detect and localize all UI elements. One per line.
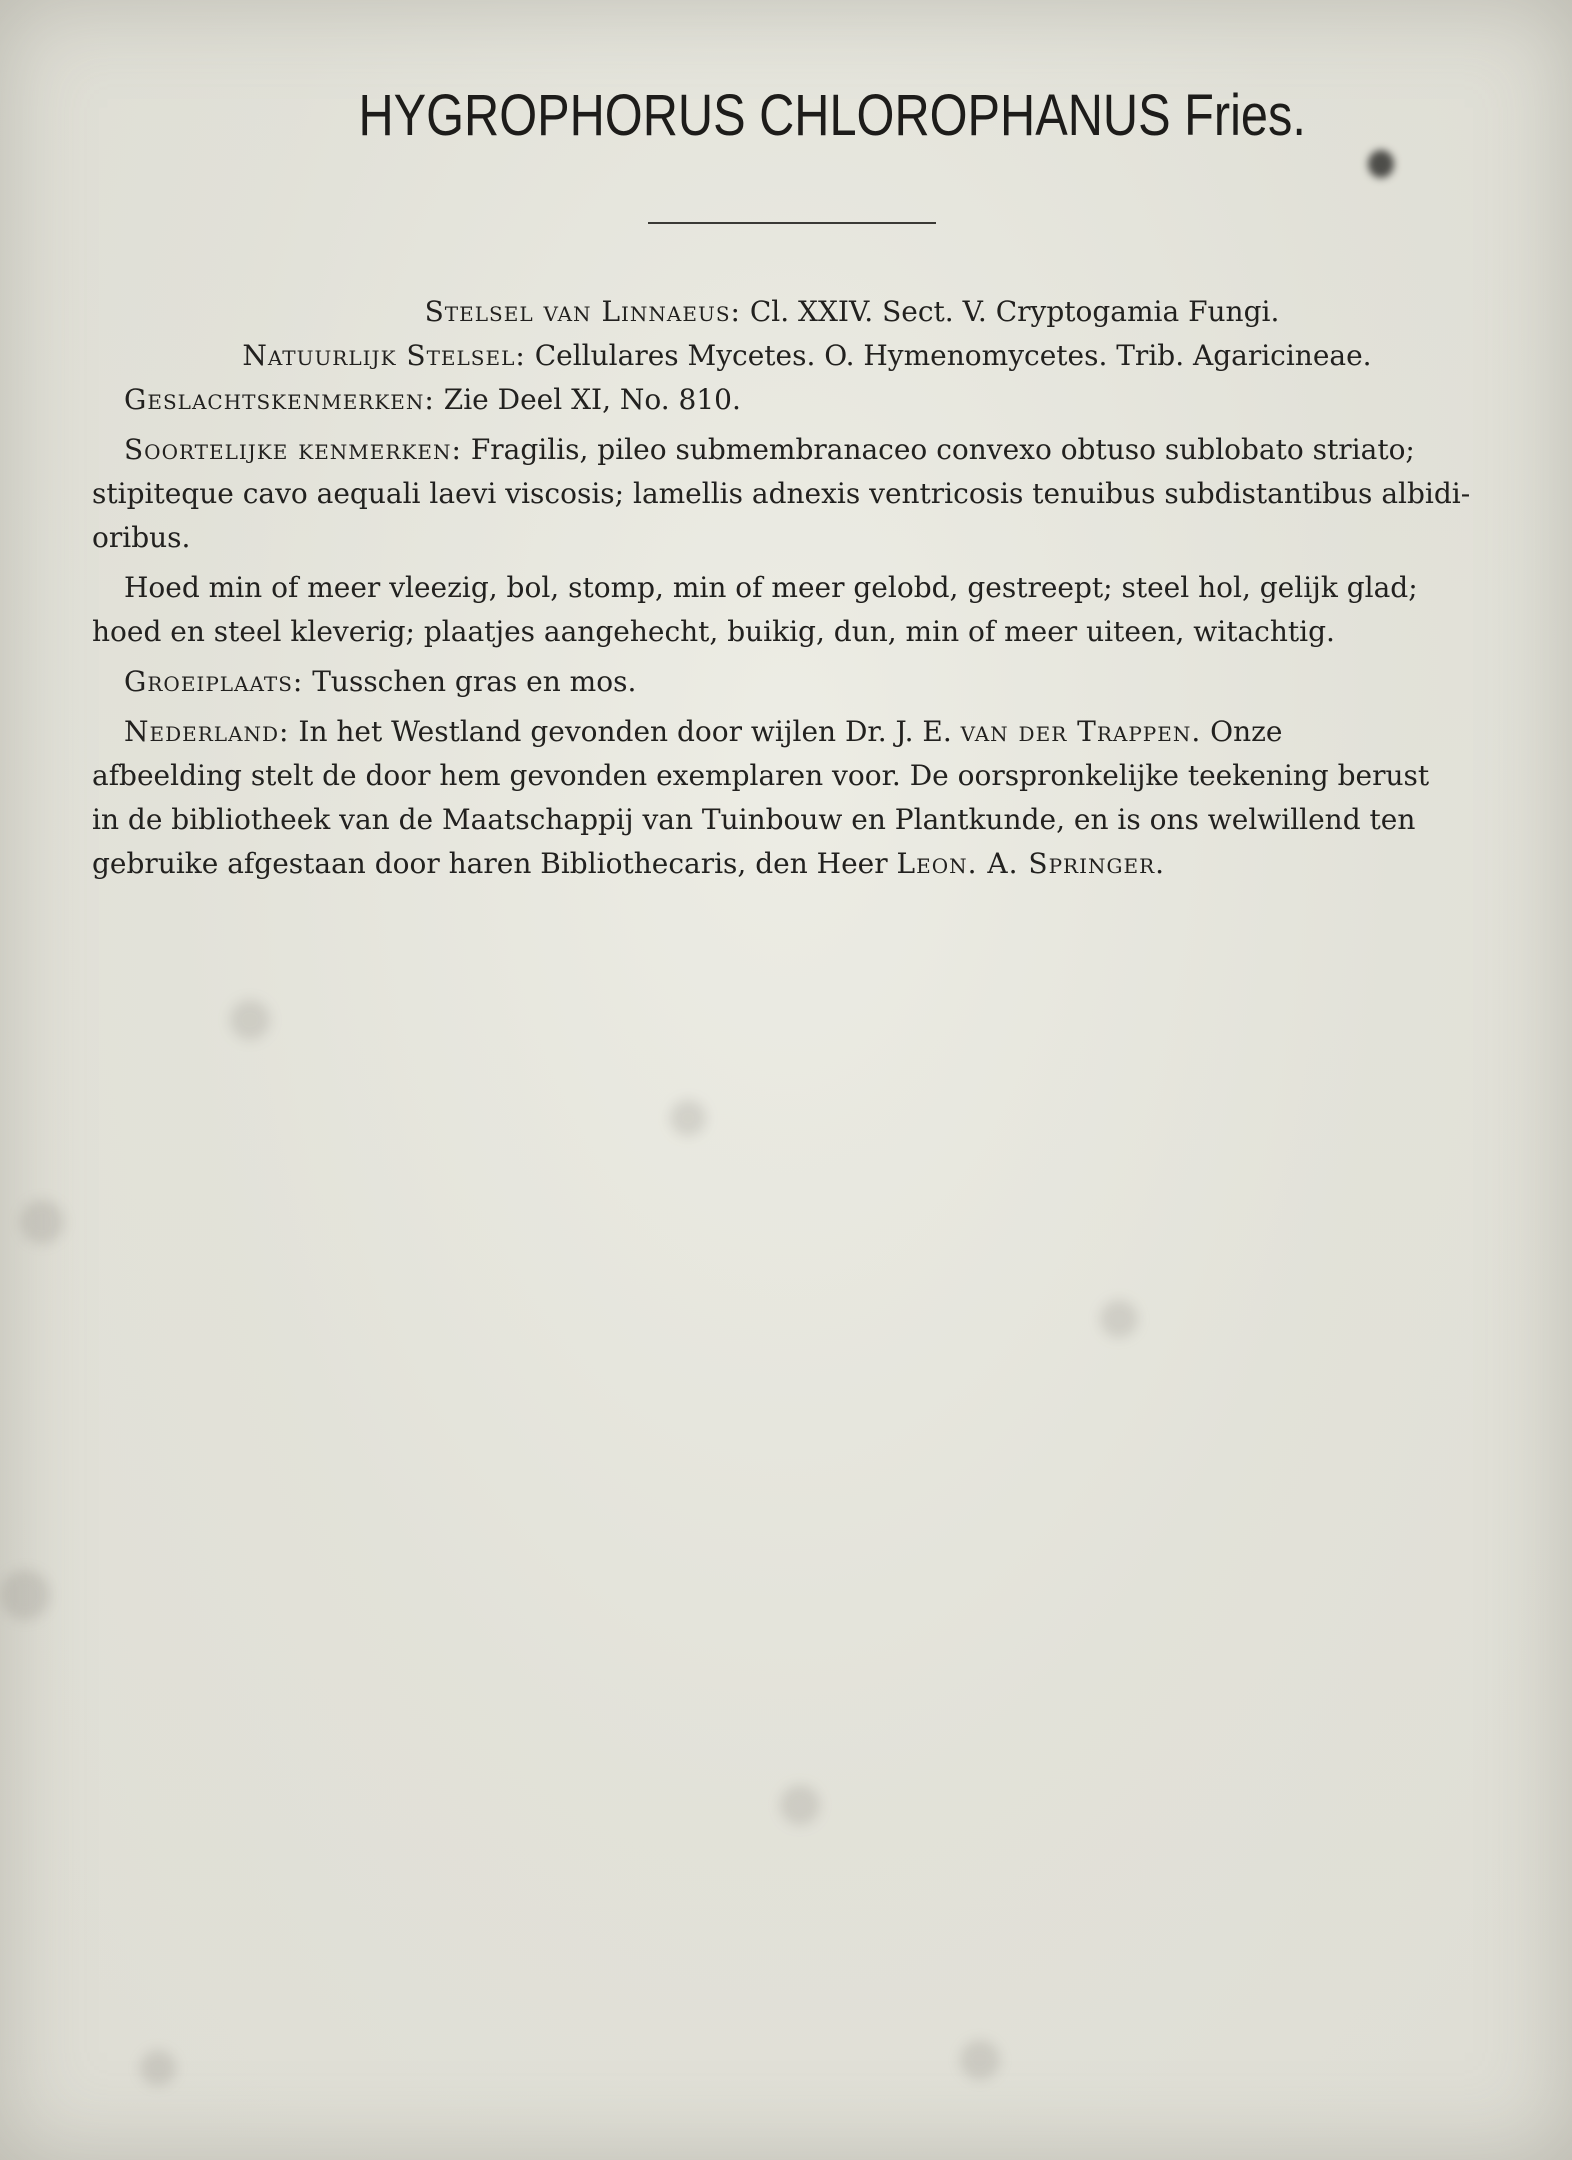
foxing-spot [140, 2050, 176, 2086]
foxing-spot [0, 1570, 50, 1620]
geslacht-text: Zie Deel XI, No. 810. [443, 383, 741, 416]
soortelijke-text-2: stipiteque cavo aequali laevi viscosis; lamellis adnexis ventricosis tenuibus subdistantibus albidi- [92, 477, 1471, 510]
ink-spot [1368, 150, 1394, 178]
soortelijke-text-1: Fragilis, pileo submembranaceo convexo obtuso sublobato striato; [470, 433, 1415, 466]
title-divider [648, 222, 936, 224]
nederland-text-3: in de bibliotheek van de Maatschappij van Tuinbouw en Plantkunde, en is ons welwillend ten [92, 803, 1416, 836]
soortelijke-label: Soortelijke kenmerken: [124, 433, 462, 466]
hoed-text-1: Hoed min of meer vleezig, bol, stomp, min of meer gelobd, gestreept; steel hol, gelijk glad; [124, 571, 1418, 604]
nederland-text-1a: In het Westland gevonden door wijlen Dr. J. E. [298, 715, 952, 748]
groeiplaats-text: Tusschen gras en mos. [312, 665, 637, 698]
nederland-line-1 [92, 710, 1492, 754]
nederland-text-4a: gebruike afgestaan door haren Bibliothecaris, den Heer [92, 847, 888, 880]
soortelijke-line-2 [92, 472, 1492, 516]
foxing-spot [780, 1785, 820, 1825]
nederland-text-1b: Onze [1210, 715, 1283, 748]
page-title: HYGROPHORUS CHLOROPHANUS Fries. [358, 83, 1306, 148]
soortelijke-line-3 [92, 516, 1492, 560]
stelsel-label: Stelsel van Linnaeus: [424, 295, 741, 328]
stelsel-line [92, 290, 1492, 334]
groeiplaats-line [92, 660, 1492, 704]
nederland-line-3 [92, 798, 1492, 842]
hoed-line-2 [92, 610, 1492, 654]
foxing-spot [670, 1100, 706, 1136]
foxing-spot [230, 1000, 270, 1040]
collector-name: van der Trappen. [960, 715, 1202, 748]
stelsel-text: Cl. XXIV. Sect. V. Cryptogamia Fungi. [749, 295, 1280, 328]
hoed-text-2: hoed en steel kleverig; plaatjes aangehecht, buikig, dun, min of meer uiteen, witachtig. [92, 615, 1335, 648]
nederland-line-4 [92, 842, 1492, 886]
natuurlijk-text: Cellulares Mycetes. O. Hymenomycetes. Trib. Agaricineae. [534, 339, 1372, 372]
natuurlijk-line [92, 334, 1492, 378]
librarian-name: Leon. A. Springer. [896, 847, 1166, 880]
foxing-spot [1100, 1300, 1138, 1338]
soortelijke-text-3: oribus. [92, 521, 191, 554]
groeiplaats-label: Groeiplaats: [124, 665, 304, 698]
soortelijke-line-1 [92, 428, 1492, 472]
foxing-spot [960, 2040, 1000, 2080]
natuurlijk-label: Natuurlijk Stelsel: [242, 339, 526, 372]
nederland-label: Nederland: [124, 715, 290, 748]
hoed-line-1 [92, 566, 1492, 610]
description-body [92, 290, 1492, 886]
foxing-spot [20, 1200, 64, 1244]
geslacht-label: Geslachtskenmerken: [124, 383, 435, 416]
geslacht-line [92, 378, 1492, 422]
nederland-text-2: afbeelding stelt de door hem gevonden exemplaren voor. De oorspronkelijke teekening berust [92, 759, 1430, 792]
nederland-line-2 [92, 754, 1492, 798]
